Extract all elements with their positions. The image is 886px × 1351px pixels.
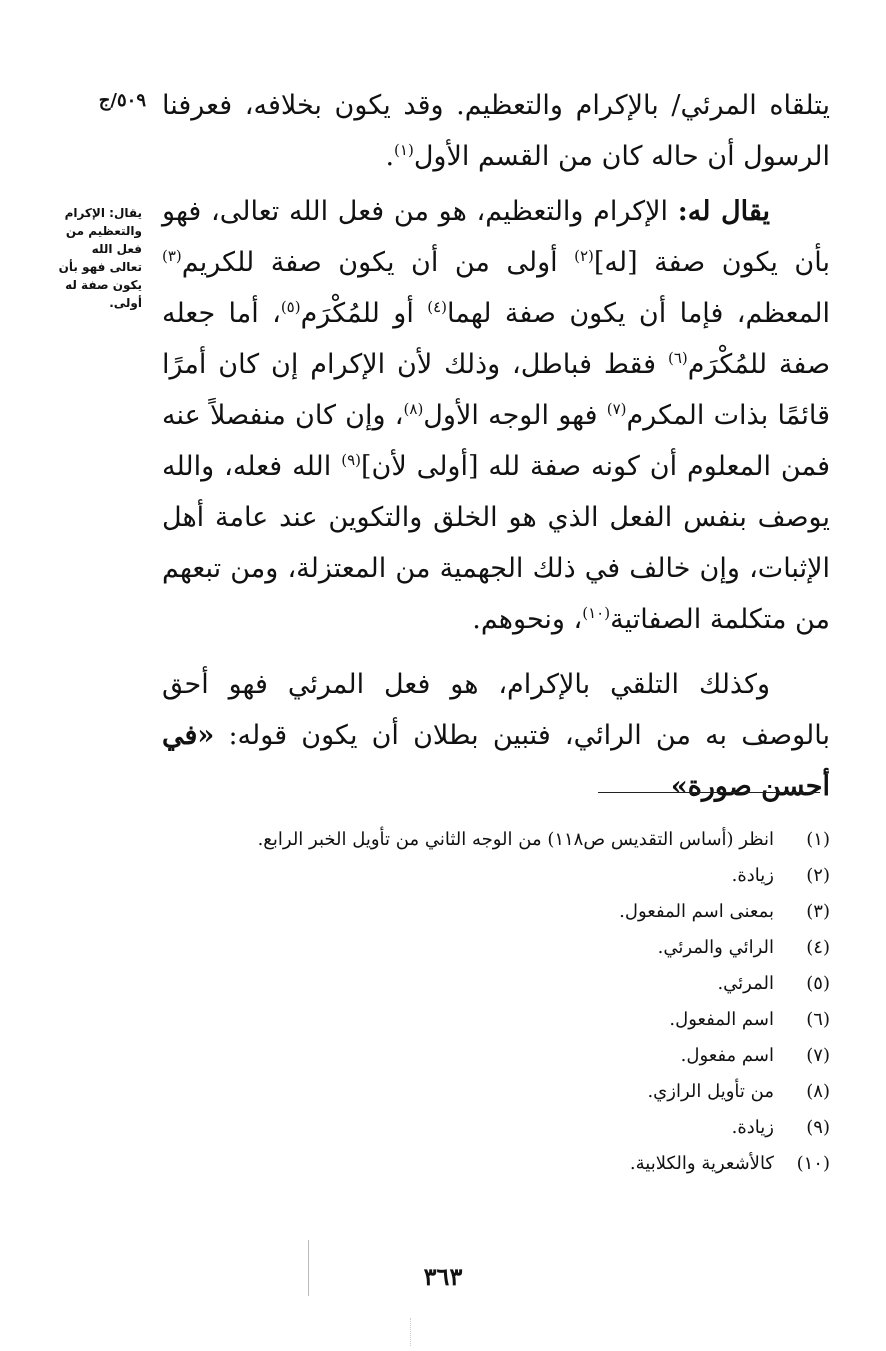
footnote-item [190, 966, 830, 1002]
footnote-item [190, 1110, 830, 1146]
footnote-number: (٦) [806, 1009, 830, 1030]
text-run: أو للمُكْرَم [300, 298, 428, 329]
footnote-ref[interactable]: (٩) [341, 451, 361, 469]
footnote-ref[interactable]: (٣) [162, 247, 182, 265]
paragraph-1 [162, 80, 830, 182]
footnote-text: بمعنى اسم المفعول. [619, 901, 774, 922]
margin-summary-note: يقال: الإكرام والتعظيم من فعل الله تعالى فهو بأن يكون صفة له أولى. [58, 206, 142, 310]
footnote-number: (٢) [806, 865, 830, 886]
footnote-text: انظر (أساس التقديس ص١١٨) من الوجه الثاني من تأويل الخبر الرابع. [257, 829, 774, 850]
text-run: المعظم، فإما أن يكون صفة لهما [446, 298, 831, 329]
text-run: وكذلك التلقي بالإكرام، هو فعل المرئي فهو أحق بالوصف به من الرائي، فتبين بطلان أن يكون قوله: [162, 669, 830, 751]
scan-artifact-line [410, 1318, 411, 1346]
text-run: فهو الوجه الأول [423, 400, 607, 431]
text-run: ، أما جعله صفة للمُكْرَم [162, 298, 830, 380]
paragraph-3 [162, 659, 830, 812]
footnote-number: (٣) [806, 901, 830, 922]
paragraph-2 [162, 186, 830, 645]
footnote-text: اسم مفعول. [680, 1045, 774, 1066]
footnote-text: المرئي. [717, 973, 774, 994]
footnote-text: زيادة. [731, 865, 774, 886]
footnote-ref[interactable]: (٧) [606, 400, 627, 418]
footnote-number: (١) [806, 829, 830, 850]
footnote-item [190, 930, 830, 966]
footnote-item [190, 822, 830, 858]
footnote-text: الرائي والمرئي. [657, 937, 774, 958]
page-number: ٣٦٣ [423, 1262, 463, 1291]
footnote-ref[interactable]: (٨) [403, 400, 424, 418]
text-run: . [385, 141, 395, 172]
footnote-item [190, 1038, 830, 1074]
footnote-separator [598, 792, 820, 793]
quoted-phrase: «في أحسن صورة» [162, 720, 830, 802]
text-run: ، وإن كان منفصلاً عنه فمن المعلوم أن كونه صفة لله [أولى لأن] [162, 400, 830, 482]
footnotes-list [190, 822, 830, 1182]
footnote-number: (٥) [806, 973, 830, 994]
footnote-text: اسم المفعول. [669, 1009, 774, 1030]
footnote-ref[interactable]: (١٠) [582, 604, 611, 622]
footnote-item [190, 894, 830, 930]
footnote-number: (٩) [806, 1117, 830, 1138]
text-run: الله فعله، والله يوصف بنفس الفعل الذي هو الخلق والتكوين عند عامة أهل الإثبات، وإن خالف في ذلك الجهمية من المعتزلة، ومن تبعهم من متكلمة الصفاتية [162, 451, 830, 635]
footnote-ref[interactable]: (٢) [574, 247, 594, 265]
footnote-ref[interactable]: (٤) [427, 298, 447, 316]
footnote-number: (٧) [806, 1045, 830, 1066]
footnote-ref[interactable]: (٥) [280, 298, 301, 316]
footnote-text: زيادة. [731, 1117, 774, 1138]
footnote-ref[interactable]: (١) [394, 141, 414, 159]
main-text [162, 80, 830, 816]
footnote-text: من تأويل الرازي. [647, 1081, 774, 1102]
manuscript-folio-ref: ٥٠٩/ج [98, 90, 146, 111]
footnote-item [190, 1146, 830, 1182]
footnote-number: (٨) [806, 1081, 830, 1102]
paragraph-lead: يقال له: [677, 196, 771, 227]
text-run: أولى من أن يكون صفة للكريم [181, 247, 575, 278]
scan-artifact-line [308, 1240, 309, 1296]
footnote-number: (١٠) [796, 1153, 830, 1174]
footnote-text: كالأشعرية والكلابية. [629, 1153, 774, 1174]
footnote-number: (٤) [806, 937, 830, 958]
footnote-item [190, 858, 830, 894]
footnote-item [190, 1074, 830, 1110]
text-run: فقط فباطل، وذلك لأن الإكرام إن كان أمرًا قائمًا بذات المكرم [162, 349, 830, 431]
text-run: ، ونحوهم. [472, 604, 583, 635]
footnote-item [190, 1002, 830, 1038]
text-run: يتلقاه المرئي/ بالإكرام والتعظيم. وقد يكون بخلافه، فعرفنا الرسول أن حاله كان من القسم الأول [162, 90, 830, 172]
text-run: الإكرام والتعظيم، هو من فعل الله تعالى، فهو بأن يكون صفة [له] [162, 196, 830, 278]
footnote-ref[interactable]: (٦) [667, 349, 688, 367]
